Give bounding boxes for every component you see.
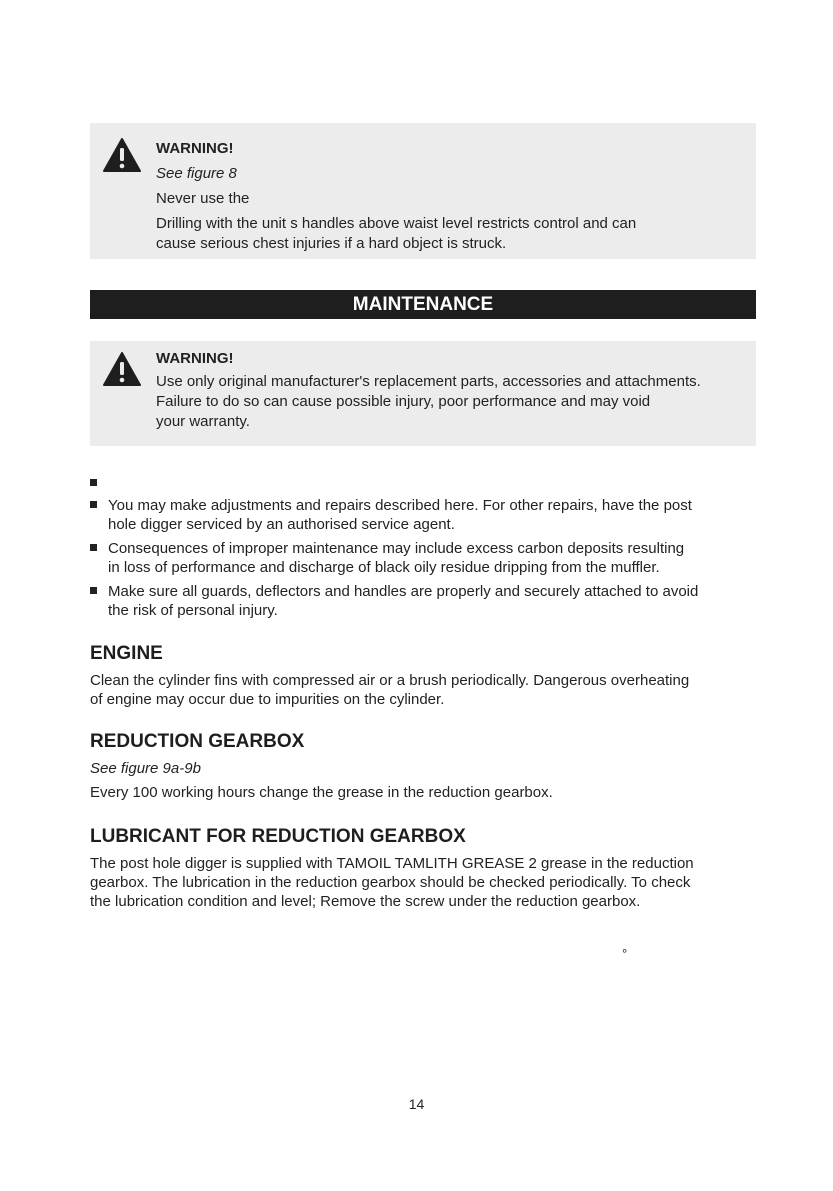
paragraph-line: of engine may occur due to impurities on the cylinder. — [90, 691, 445, 708]
warning-title: WARNING! — [156, 140, 234, 157]
bullet-square-icon — [90, 544, 97, 551]
list-item-text: Make sure all guards, deflectors and handles are properly and securely attached to avoid — [108, 583, 699, 600]
figure-reference: See figure 8 — [156, 165, 237, 182]
list-item — [90, 496, 740, 534]
warning-title: WARNING! — [156, 350, 234, 367]
section-title-maintenance: MAINTENANCE — [90, 290, 756, 319]
paragraph-line: the lubrication condition and level; Remove the screw under the reduction gearbox. — [90, 893, 641, 910]
warning-text: Use only original manufacturer's replacement parts, accessories and attachments. — [156, 373, 701, 390]
warning-text: Drilling with the unit s handles above waist level restricts control and can — [156, 215, 637, 232]
page-number: 14 — [408, 1096, 425, 1112]
list-item-text: Consequences of improper maintenance may include excess carbon deposits resulting — [108, 540, 685, 557]
heading-lubricant: LUBRICANT FOR REDUCTION GEARBOX — [90, 826, 466, 847]
warning-text: your warranty. — [156, 413, 250, 430]
engine-paragraph — [90, 671, 740, 709]
gearbox-paragraph: Every 100 working hours change the grease in the reduction gearbox. — [90, 784, 553, 801]
figure-reference: See figure 9a-9b — [90, 760, 201, 777]
list-item — [90, 582, 740, 620]
heading-engine: ENGINE — [90, 643, 163, 664]
list-item — [90, 474, 740, 493]
bullet-square-icon — [90, 479, 97, 486]
list-item-text: in loss of performance and discharge of black oily residue dripping from the muffler. — [108, 559, 660, 576]
list-item-text: hole digger serviced by an authorised service agent. — [108, 516, 455, 533]
paragraph-line: gearbox. The lubrication in the reduction gearbox should be checked periodically. To check — [90, 874, 691, 891]
warning-triangle-icon — [102, 137, 142, 173]
list-item-text: the risk of personal injury. — [108, 602, 278, 619]
warning-box-figure-8 — [90, 123, 756, 259]
warning-box-parts — [90, 341, 756, 446]
maintenance-bullet-list — [90, 474, 740, 625]
paragraph-line: Clean the cylinder fins with compressed air or a brush periodically. Dangerous overheating — [90, 672, 690, 689]
warning-triangle-icon — [102, 351, 142, 387]
warning-text: Never use the — [156, 190, 250, 207]
warning-text: cause serious chest injuries if a hard object is struck. — [156, 235, 507, 252]
list-item-text: You may make adjustments and repairs described here. For other repairs, have the post — [108, 497, 692, 514]
warning-text: Failure to do so can cause possible injury, poor performance and may void — [156, 393, 651, 410]
paragraph-line: The post hole digger is supplied with TAMOIL TAMLITH GREASE 2 grease in the reduction — [90, 855, 694, 872]
bullet-square-icon — [90, 587, 97, 594]
bullet-square-icon — [90, 501, 97, 508]
degree-symbol: ° — [622, 946, 628, 961]
heading-reduction-gearbox: REDUCTION GEARBOX — [90, 731, 305, 752]
list-item — [90, 539, 740, 577]
lubricant-paragraph — [90, 854, 740, 911]
